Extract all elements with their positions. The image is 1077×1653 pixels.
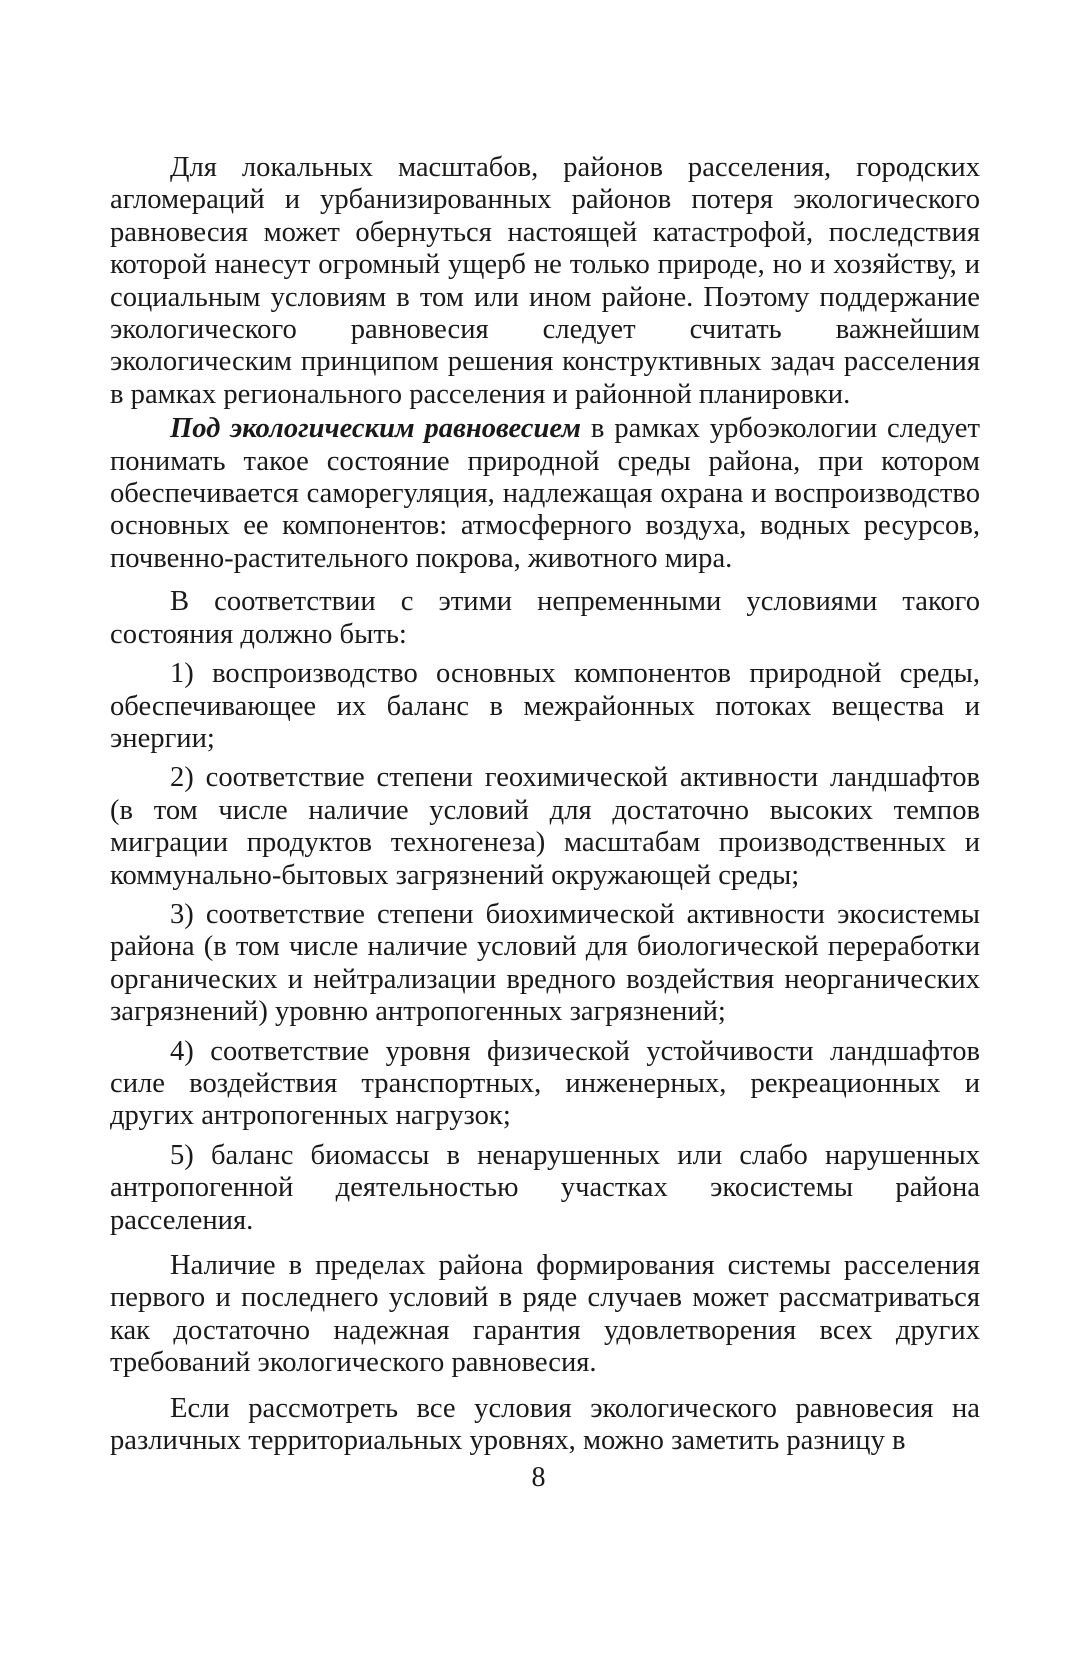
paragraph-intro: Для локальных масштабов, районов расселения, городских агломераций и урбанизированных районов потеря экологического равновесия может обернуться настоящей катастрофой, последствия которой нанесут огромный ущерб не только природе, но и хозяйству, и социальным условиям в том или ином районе. Поэтому поддержание экологического равновесия следует считать важнейшим экологическим принципом решения конструктивных задач расселения в рамках регионального расселения и районной планировки. — [110, 152, 980, 410]
list-item-4: 4) соответствие уровня физической устойчивости ландшафтов силе воздействия транспортных, инженерных, рекреационных и других антропогенных нагрузок; — [110, 1035, 980, 1132]
definition-text: в рамках урбоэкологии следует понимать такое состояние природной среды района, при котором обеспечивается саморегуляция, надлежащая охрана и воспроизводство основных ее компонентов: атмосферного воздуха, водных ресурсов, почвенно-растительного покрова, животного мира. — [110, 413, 980, 574]
list-item-3: 3) соответствие степени биохимической активности экосистемы района (в том числе наличие условий для биологической переработки органических и нейтрализации вредного воздействия неорганических загрязнений) уровню антропогенных загрязнений; — [110, 898, 980, 1028]
list-item-1: 1) воспроизводство основных компонентов природной среды, обеспечивающее их баланс в межрайонных потоках вещества и энергии; — [110, 658, 980, 754]
paragraph-guarantee: Наличие в пределах района формирования системы расселения первого и последнего условий в ряде случаев может рассматриваться как достаточно надежная гарантия удовлетворения всех других требований экологического равновесия. — [110, 1250, 980, 1379]
paragraph-territorial-levels: Если рассмотреть все условия экологического равновесия на различных территориальных уровнях, можно заметить разницу в — [110, 1392, 980, 1457]
page-number: 8 — [531, 1462, 546, 1493]
paragraph-conditions-intro: В соответствии с этими непременными условиями такого состояния должно быть: — [110, 586, 980, 650]
list-item-2: 2) соответствие степени геохимической активности ландшафтов (в том числе наличие условий для достаточно высоких темпов миграции продуктов техногенеза) масштабам производственных и коммунально-бытовых загрязнений окружающей среды; — [110, 762, 980, 891]
paragraph-definition — [110, 413, 980, 575]
defined-term: Под экологическим равновесием — [170, 413, 581, 445]
body-text — [110, 152, 980, 1457]
list-item-5: 5) баланс биомассы в ненарушенных или слабо нарушенных антропогенной деятельностью участках экосистемы района расселения. — [110, 1139, 980, 1236]
